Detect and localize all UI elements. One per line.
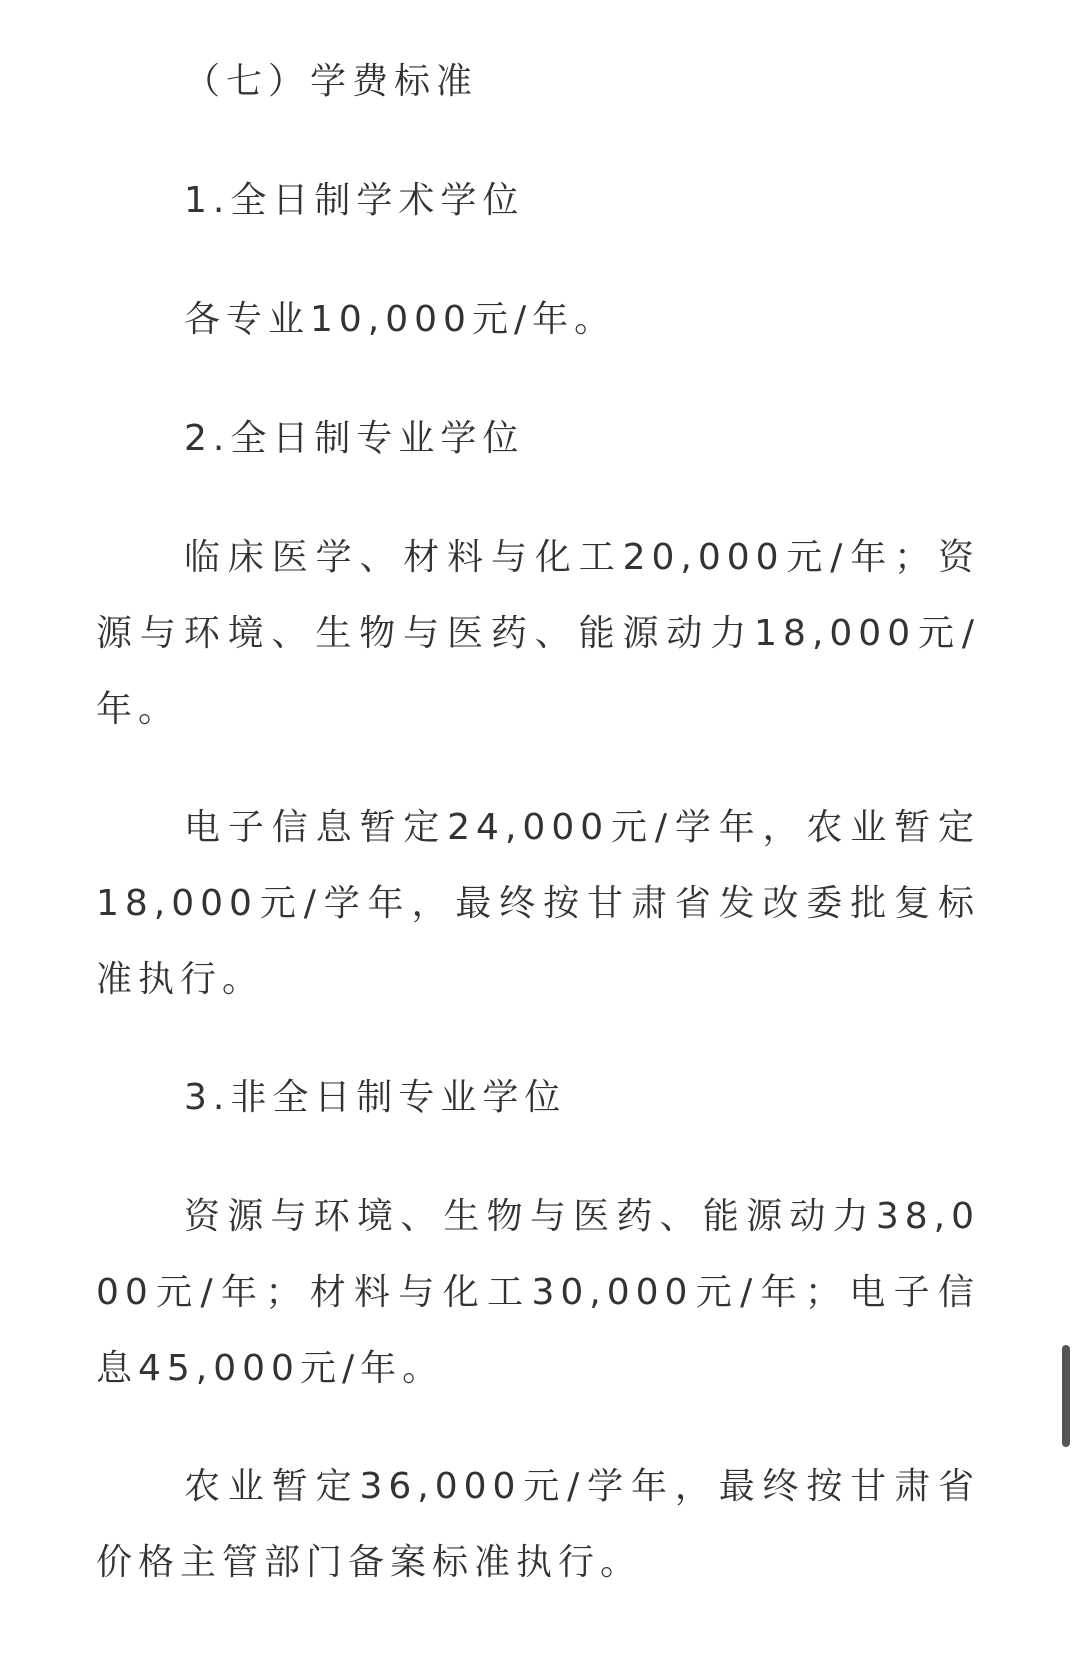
paragraph-electronics-agriculture-fee: 电子信息暂定24,000元/学年，农业暂定18,000元/学年，最终按甘肃省发改委批复标准执行。 [96, 807, 980, 1000]
paragraph-part-time-agriculture-fee: 农业暂定36,000元/学年，最终按甘肃省价格主管部门备案标准执行。 [96, 1466, 980, 1583]
paragraph-academic-fee: 各专业10,000元/年。 [184, 299, 617, 340]
subheading-part-time-professional: 3.非全日制专业学位 [184, 1077, 567, 1118]
paragraph-part-time-fee: 资源与环境、生物与医药、能源动力38,000元/年；材料与化工30,000元/年；电子信息45,000元/年。 [96, 1196, 980, 1389]
subheading-full-time-professional: 2.全日制专业学位 [184, 418, 525, 459]
subheading-full-time-academic: 1.全日制学术学位 [184, 180, 525, 221]
section-heading: （七）学费标准 [184, 61, 479, 102]
vertical-scrollbar[interactable] [1062, 1345, 1070, 1447]
paragraph-professional-fee: 临床医学、材料与化工20,000元/年；资源与环境、生物与医药、能源动力18,000元/年。 [96, 537, 980, 730]
